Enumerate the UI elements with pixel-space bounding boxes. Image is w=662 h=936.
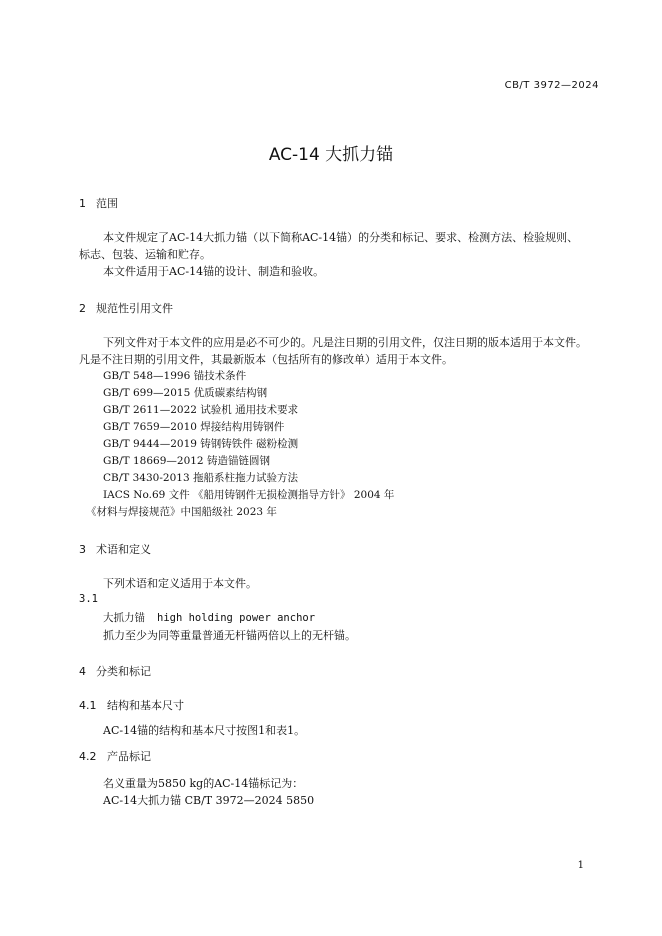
product-marking-example: AC-14大抓力锚 CB/T 3972—2024 5850	[103, 794, 315, 807]
section-heading-3	[79, 541, 151, 557]
section-title: 范围	[96, 197, 118, 210]
section-title: 规范性引用文件	[96, 302, 173, 315]
document-title: AC-14 大抓力锚	[268, 145, 394, 165]
reference-item: GB/T 699—2015 优质碳素结构钢	[103, 387, 268, 399]
subsection-title: 结构和基本尺寸	[107, 699, 184, 712]
section-title: 分类和标记	[96, 665, 151, 678]
term-definition: 抓力至少为同等重量普通无杆锚两倍以上的无杆锚。	[103, 629, 356, 642]
reference-item: GB/T 548—1996 锚技术条件	[103, 370, 247, 382]
paragraph: 名义重量为5850 kg的AC-14锚标记为：	[103, 777, 304, 790]
reference-item: GB/T 7659—2010 焊接结构用铸钢件	[103, 421, 285, 433]
subsection-heading-4-2	[79, 748, 151, 764]
section-number: 2	[79, 302, 86, 315]
subsection-title: 产品标记	[107, 750, 151, 763]
section-number: 1	[79, 197, 86, 210]
reference-item: IACS No.69 文件 《船用铸钢件无损检测指导方针》 2004 年	[103, 489, 395, 501]
standard-number: CB/T 3972—2024	[504, 80, 599, 91]
reference-item: GB/T 2611—2022 试验机 通用技术要求	[103, 404, 299, 416]
section-heading-2	[79, 300, 173, 316]
subsection-number: 4.1	[79, 699, 97, 712]
paragraph: AC-14锚的结构和基本尺寸按图1和表1。	[103, 724, 306, 737]
term-chinese: 大抓力锚	[103, 612, 145, 624]
subsection-heading-4-1	[79, 697, 184, 713]
subsection-number: 4.2	[79, 750, 97, 763]
section-number: 3	[79, 543, 86, 556]
page-number: 1	[577, 860, 584, 871]
section-heading-4	[79, 663, 151, 679]
term-entry	[103, 610, 315, 625]
paragraph: 下列术语和定义适用于本文件。	[103, 577, 257, 590]
section-title: 术语和定义	[96, 543, 151, 556]
paragraph-line: 凡是不注日期的引用文件，其最新版本（包括所有的修改单）适用于本文件。	[79, 353, 453, 366]
reference-item: GB/T 18669—2012 铸造锚链圆钢	[103, 455, 270, 467]
section-heading-1	[79, 195, 118, 211]
reference-item: 《材料与焊接规范》中国船级社 2023 年	[86, 506, 277, 518]
paragraph-line: 下列文件对于本文件的应用是必不可少的。凡是注日期的引用文件，仅注日期的版本适用于本文件。	[103, 336, 587, 349]
section-number: 4	[79, 665, 86, 678]
term-number: 3.1	[79, 593, 98, 605]
paragraph: 本文件适用于AC-14锚的设计、制造和验收。	[103, 265, 325, 278]
paragraph-line: 本文件规定了AC-14大抓力锚（以下简称AC-14锚）的分类和标记、要求、检测方法、检验规则、	[103, 231, 579, 244]
paragraph-line: 标志、包装、运输和贮存。	[79, 248, 211, 261]
reference-item: GB/T 9444—2019 铸钢铸铁件 磁粉检测	[103, 438, 299, 450]
term-english: high holding power anchor	[157, 612, 316, 624]
reference-item: CB/T 3430-2013 拖船系柱拖力试验方法	[103, 472, 298, 484]
